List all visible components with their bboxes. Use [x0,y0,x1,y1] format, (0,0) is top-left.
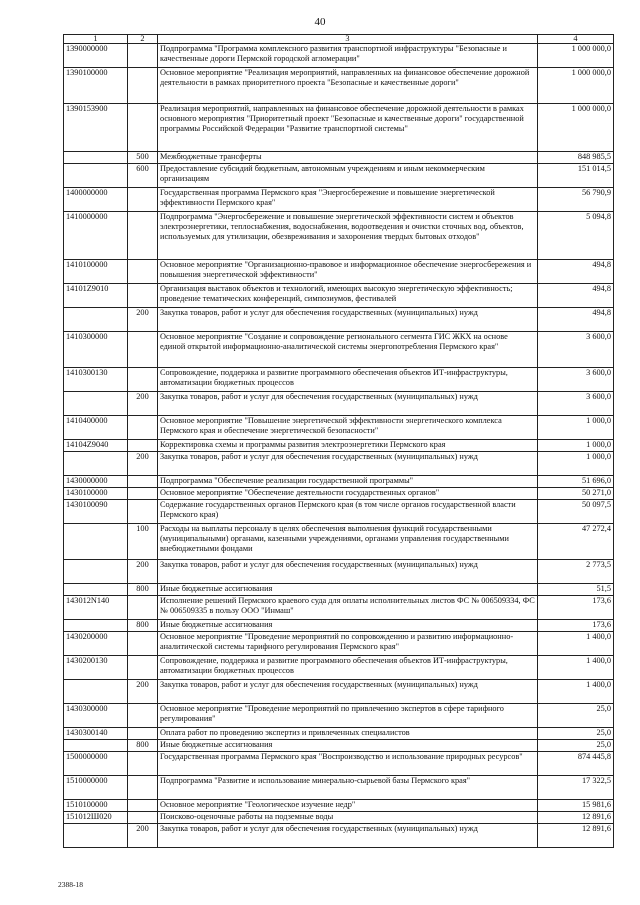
table-row [64,680,614,704]
row-code: 1410400000 [64,416,128,440]
table-row [64,560,614,584]
row-amount: 15 981,6 [538,800,614,812]
row-code: 1430000000 [64,476,128,488]
row-expense-type: 200 [128,560,158,584]
row-code: 1390100000 [64,68,128,104]
row-expense-type: 200 [128,824,158,848]
row-name: Государственная программа Пермского края "Воспроизводство и использование природных ресурсов" [158,752,538,776]
row-code: 1430300000 [64,704,128,728]
row-expense-type [128,188,158,212]
row-name: Основное мероприятие "Повышение энергетической эффективности энергетического комплекса Пермского края и обеспечение энергетической безопасности" [158,416,538,440]
row-expense-type [128,812,158,824]
row-name: Основное мероприятие "Обеспечение деятельности государственных органов" [158,488,538,500]
row-code [64,164,128,188]
row-expense-type [128,68,158,104]
row-code: 14104Z9040 [64,440,128,452]
table-row [64,368,614,392]
row-expense-type: 500 [128,152,158,164]
row-code: 1410100000 [64,260,128,284]
row-name: Государственная программа Пермского края "Энергосбережение и повышение энергетической эффективности Пермского края" [158,188,538,212]
table-row [64,260,614,284]
row-code: 1510100000 [64,800,128,812]
table-row [64,164,614,188]
header-col-2: 2 [128,35,158,44]
row-expense-type [128,752,158,776]
row-expense-type [128,476,158,488]
row-code: 151012Ш020 [64,812,128,824]
page-number: 40 [314,16,326,28]
row-expense-type [128,368,158,392]
row-name: Организация выставок объектов и технологий, имеющих высокую энергетическую эффективность; проведение тематических конференций, симпозиумов, фестивалей [158,284,538,308]
row-amount: 1 000,0 [538,440,614,452]
table-row [64,728,614,740]
row-expense-type: 200 [128,452,158,476]
row-amount: 12 891,6 [538,812,614,824]
row-code [64,524,128,560]
row-amount: 494,8 [538,308,614,332]
row-name: Подпрограмма "Программа комплексного развития транспортной инфраструктуры "Безопасные и качественные дороги Пермской городской агломерации" [158,44,538,68]
row-code: 1430100090 [64,500,128,524]
row-expense-type [128,728,158,740]
table-row [64,104,614,152]
table-row [64,332,614,368]
row-amount: 56 790,9 [538,188,614,212]
row-expense-type [128,284,158,308]
row-code [64,824,128,848]
row-code: 1430200130 [64,656,128,680]
table-row [64,500,614,524]
row-name: Закупка товаров, работ и услуг для обеспечения государственных (муниципальных) нужд [158,392,538,416]
row-name: Закупка товаров, работ и услуг для обеспечения государственных (муниципальных) нужд [158,824,538,848]
table-body [64,44,614,848]
row-amount: 2 773,5 [538,560,614,584]
table-row [64,704,614,728]
row-name: Межбюджетные трансферты [158,152,538,164]
row-code [64,680,128,704]
table-row [64,740,614,752]
row-name: Подпрограмма "Обеспечение реализации государственной программы" [158,476,538,488]
table-row [64,632,614,656]
row-expense-type [128,440,158,452]
row-name: Исполнение решений Пермского краевого суда для оплаты исполнительных листов ФС № 006509334, ФС № 006509335 в пользу ООО "Инмаш" [158,596,538,620]
table-row [64,308,614,332]
row-code [64,560,128,584]
row-amount: 1 400,0 [538,632,614,656]
table-row [64,596,614,620]
table-row [64,68,614,104]
row-code [64,308,128,332]
row-amount: 1 400,0 [538,680,614,704]
row-amount: 51,5 [538,584,614,596]
row-code [64,584,128,596]
row-amount: 25,0 [538,728,614,740]
budget-table [63,34,614,848]
table-row [64,284,614,308]
header-col-1: 1 [64,35,128,44]
row-amount: 848 985,5 [538,152,614,164]
row-name: Основное мероприятие "Геологическое изучение недр" [158,800,538,812]
row-amount: 1 000 000,0 [538,44,614,68]
row-code: 14101Z9010 [64,284,128,308]
row-code [64,392,128,416]
row-code: 1390153900 [64,104,128,152]
row-expense-type: 200 [128,680,158,704]
row-name: Иные бюджетные ассигнования [158,620,538,632]
row-code [64,452,128,476]
row-amount: 17 322,5 [538,776,614,800]
table-row [64,812,614,824]
row-name: Содержание государственных органов Пермского края (в том числе органов государственной власти Пермского края) [158,500,538,524]
row-name: Основное мероприятие "Организационно-правовое и информационное обеспечение энергосбережения и повышения энергетической эффективности" [158,260,538,284]
header-col-4: 4 [538,35,614,44]
row-amount: 3 600,0 [538,392,614,416]
row-code: 1430300140 [64,728,128,740]
row-code: 1510000000 [64,776,128,800]
row-name: Подпрограмма "Энергосбережение и повышение энергетической эффективности систем и объектов электроэнергетики, теплоснабжения, водоснабжения, водоотведения и очистки сточных вод, объектов, используемых для утилизации, обезвреживания и захоронения твердых бытовых отходов" [158,212,538,260]
row-code: 1410300000 [64,332,128,368]
row-amount: 1 000 000,0 [538,68,614,104]
table-row [64,776,614,800]
row-expense-type: 200 [128,308,158,332]
table-row [64,800,614,812]
row-amount: 1 000 000,0 [538,104,614,152]
row-code: 1400000000 [64,188,128,212]
row-expense-type [128,488,158,500]
table-row [64,824,614,848]
row-expense-type: 600 [128,164,158,188]
row-name: Оплата работ по проведению экспертиз и привлеченных специалистов [158,728,538,740]
row-code [64,740,128,752]
row-expense-type [128,704,158,728]
table-row [64,584,614,596]
table-row [64,416,614,440]
row-amount: 3 600,0 [538,368,614,392]
row-expense-type: 800 [128,740,158,752]
row-name: Закупка товаров, работ и услуг для обеспечения государственных (муниципальных) нужд [158,308,538,332]
row-name: Закупка товаров, работ и услуг для обеспечения государственных (муниципальных) нужд [158,452,538,476]
row-amount: 874 445,8 [538,752,614,776]
row-amount: 25,0 [538,704,614,728]
row-expense-type [128,212,158,260]
row-name: Сопровождение, поддержка и развитие программного обеспечения объектов ИТ-инфраструктуры, автоматизации бюджетных процессов [158,368,538,392]
table-row [64,44,614,68]
row-name: Иные бюджетные ассигнования [158,740,538,752]
row-name: Закупка товаров, работ и услуг для обеспечения государственных (муниципальных) нужд [158,560,538,584]
table-row [64,476,614,488]
table-row [64,752,614,776]
table-row [64,656,614,680]
table-row [64,152,614,164]
row-name: Реализация мероприятий, направленных на финансовое обеспечение дорожной деятельности в рамках основного мероприятия "Приоритетный проект "Безопасные и качественные дороги" государственной программы Российской Федерации "Развитие транспортной системы" [158,104,538,152]
row-expense-type [128,776,158,800]
row-expense-type: 800 [128,584,158,596]
row-code: 143012N140 [64,596,128,620]
row-expense-type [128,500,158,524]
row-amount: 12 891,6 [538,824,614,848]
table-row [64,488,614,500]
table-row [64,452,614,476]
row-expense-type [128,656,158,680]
row-expense-type [128,44,158,68]
row-expense-type [128,104,158,152]
row-name: Корректировка схемы и программы развития электроэнергетики Пермского края [158,440,538,452]
row-code: 1410300130 [64,368,128,392]
row-code [64,152,128,164]
row-name: Поисково-оценочные работы на подземные воды [158,812,538,824]
table-row [64,188,614,212]
row-amount: 25,0 [538,740,614,752]
row-amount: 3 600,0 [538,332,614,368]
row-code [64,620,128,632]
row-amount: 1 400,0 [538,656,614,680]
row-amount: 173,6 [538,620,614,632]
row-amount: 494,8 [538,260,614,284]
row-code: 1430200000 [64,632,128,656]
row-expense-type: 100 [128,524,158,560]
row-expense-type [128,416,158,440]
row-amount: 50 097,5 [538,500,614,524]
row-amount: 47 272,4 [538,524,614,560]
row-expense-type: 200 [128,392,158,416]
row-amount: 1 000,0 [538,416,614,440]
row-amount: 494,8 [538,284,614,308]
row-code: 1430100000 [64,488,128,500]
row-expense-type [128,800,158,812]
row-expense-type [128,332,158,368]
footer-code: 2388-18 [58,880,83,889]
row-amount: 5 094,8 [538,212,614,260]
row-code: 1500000000 [64,752,128,776]
row-name: Расходы на выплаты персоналу в целях обеспечения выполнения функций государственными (муниципальными) органами, казенными учреждениями, органами управления государственными внебюджетными фондами [158,524,538,560]
row-expense-type: 800 [128,620,158,632]
row-name: Предоставление субсидий бюджетным, автономным учреждениям и иным некоммерческим организациям [158,164,538,188]
table-header-row [64,35,614,44]
row-expense-type [128,632,158,656]
row-expense-type [128,596,158,620]
header-col-3: 3 [158,35,538,44]
row-amount: 1 000,0 [538,452,614,476]
row-name: Сопровождение, поддержка и развитие программного обеспечения объектов ИТ-инфраструктуры, автоматизации бюджетных процессов [158,656,538,680]
row-name: Основное мероприятие "Проведение мероприятий по сопровождению и развитию информационно-аналитической системы тарифного регулирования Пермского края" [158,632,538,656]
row-name: Закупка товаров, работ и услуг для обеспечения государственных (муниципальных) нужд [158,680,538,704]
table-row [64,392,614,416]
row-code: 1390000000 [64,44,128,68]
row-amount: 50 271,0 [538,488,614,500]
row-code: 1410000000 [64,212,128,260]
row-name: Иные бюджетные ассигнования [158,584,538,596]
row-amount: 173,6 [538,596,614,620]
table-row [64,524,614,560]
table-row [64,212,614,260]
row-amount: 151 014,5 [538,164,614,188]
table-row [64,440,614,452]
row-name: Основное мероприятие "Создание и сопровождение регионального сегмента ГИС ЖКХ на основе единой открытой информационно-аналитической системы энергопотребления Пермского края" [158,332,538,368]
row-name: Основное мероприятие "Проведение мероприятий по привлечению экспертов в сфере тарифного регулирования" [158,704,538,728]
row-amount: 51 696,0 [538,476,614,488]
row-expense-type [128,260,158,284]
table-row [64,620,614,632]
row-name: Подпрограмма "Развитие и использование минерально-сырьевой базы Пермского края" [158,776,538,800]
row-name: Основное мероприятие "Реализация мероприятий, направленных на финансовое обеспечение дорожной деятельности в рамках приоритетного проекта "Безопасные и качественные дороги" [158,68,538,104]
